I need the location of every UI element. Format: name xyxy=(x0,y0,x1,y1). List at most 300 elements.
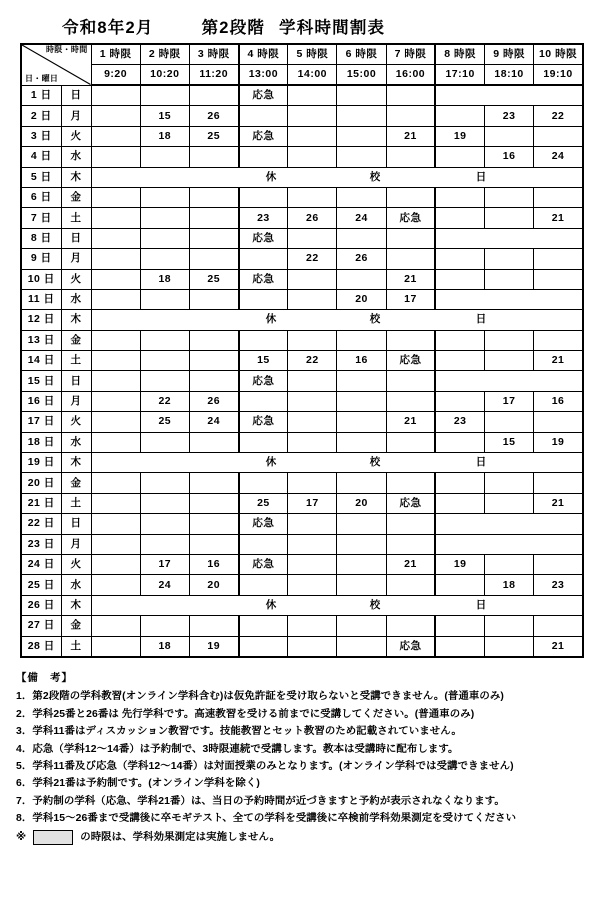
schedule-cell[interactable]: 19 xyxy=(435,126,484,146)
schedule-cell[interactable] xyxy=(189,187,238,207)
schedule-cell[interactable] xyxy=(91,575,140,595)
schedule-cell[interactable] xyxy=(140,228,189,248)
schedule-cell[interactable] xyxy=(91,534,140,554)
schedule-cell[interactable]: 18 xyxy=(140,636,189,657)
header-time-row xyxy=(21,65,583,86)
schedule-cell[interactable] xyxy=(239,249,288,269)
schedule-cell[interactable] xyxy=(534,126,583,146)
schedule-cell[interactable] xyxy=(485,126,534,146)
schedule-cell[interactable] xyxy=(337,371,386,391)
schedule-cell[interactable]: 19 xyxy=(435,554,484,574)
schedule-cell[interactable] xyxy=(140,85,189,106)
schedule-cell[interactable] xyxy=(337,330,386,350)
schedule-cell[interactable] xyxy=(337,636,386,657)
schedule-cell[interactable]: 16 xyxy=(337,351,386,371)
schedule-cell[interactable]: 17 xyxy=(140,554,189,574)
schedule-cell[interactable] xyxy=(140,616,189,636)
schedule-cell[interactable] xyxy=(337,391,386,411)
schedule-cell-merged[interactable] xyxy=(435,85,583,106)
schedule-cell-merged[interactable] xyxy=(435,228,583,248)
schedule-cell[interactable] xyxy=(288,126,337,146)
schedule-cell[interactable] xyxy=(288,187,337,207)
period-header-4: 4 時限 xyxy=(239,44,288,65)
schedule-cell[interactable] xyxy=(239,106,288,126)
schedule-cell[interactable] xyxy=(140,493,189,513)
schedule-cell[interactable] xyxy=(91,85,140,106)
schedule-cell[interactable]: 21 xyxy=(386,412,435,432)
schedule-cell[interactable] xyxy=(435,575,484,595)
schedule-cell[interactable] xyxy=(534,412,583,432)
schedule-cell[interactable]: 18 xyxy=(140,126,189,146)
schedule-cell[interactable] xyxy=(189,473,238,493)
schedule-cell[interactable]: 20 xyxy=(337,493,386,513)
schedule-cell[interactable]: 応急 xyxy=(239,126,288,146)
schedule-cell[interactable] xyxy=(386,330,435,350)
schedule-cell[interactable] xyxy=(534,249,583,269)
schedule-cell[interactable] xyxy=(189,330,238,350)
header-period-row xyxy=(21,44,583,65)
schedule-cell[interactable] xyxy=(337,432,386,452)
schedule-cell[interactable] xyxy=(288,575,337,595)
period-time-1: 9:20 xyxy=(91,65,140,86)
schedule-cell[interactable] xyxy=(386,249,435,269)
schedule-cell-merged[interactable] xyxy=(435,514,583,534)
row-day-number: 18 日 xyxy=(21,432,61,452)
schedule-cell[interactable] xyxy=(239,187,288,207)
schedule-cell[interactable]: 応急 xyxy=(239,269,288,289)
holiday-cell xyxy=(91,595,583,615)
schedule-cell[interactable] xyxy=(435,330,484,350)
schedule-cell[interactable] xyxy=(189,85,238,106)
schedule-cell[interactable] xyxy=(386,391,435,411)
schedule-cell[interactable]: 20 xyxy=(189,575,238,595)
table-row xyxy=(21,351,583,371)
row-day-of-week: 木 xyxy=(61,453,91,473)
schedule-cell[interactable] xyxy=(288,330,337,350)
schedule-cell[interactable]: 15 xyxy=(485,432,534,452)
table-row xyxy=(21,616,583,636)
period-time-2: 10:20 xyxy=(140,65,189,86)
schedule-cell[interactable]: 応急 xyxy=(386,351,435,371)
schedule-cell[interactable] xyxy=(91,249,140,269)
schedule-cell[interactable] xyxy=(534,554,583,574)
schedule-cell[interactable]: 16 xyxy=(485,147,534,167)
schedule-cell[interactable]: 16 xyxy=(189,554,238,574)
row-day-of-week: 水 xyxy=(61,289,91,309)
schedule-cell[interactable] xyxy=(534,330,583,350)
row-day-number: 11 日 xyxy=(21,289,61,309)
schedule-cell[interactable] xyxy=(91,636,140,657)
row-day-number: 4 日 xyxy=(21,147,61,167)
schedule-cell[interactable] xyxy=(435,249,484,269)
schedule-cell[interactable] xyxy=(534,187,583,207)
row-day-number: 7 日 xyxy=(21,208,61,228)
schedule-cell[interactable]: 26 xyxy=(288,208,337,228)
schedule-cell[interactable] xyxy=(189,534,238,554)
schedule-cell[interactable] xyxy=(337,616,386,636)
schedule-cell[interactable] xyxy=(485,351,534,371)
schedule-cell[interactable] xyxy=(337,187,386,207)
schedule-cell[interactable] xyxy=(337,554,386,574)
row-day-number: 27 日 xyxy=(21,616,61,636)
schedule-cell[interactable] xyxy=(485,269,534,289)
schedule-cell[interactable] xyxy=(91,269,140,289)
schedule-cell[interactable] xyxy=(288,269,337,289)
period-time-7: 16:00 xyxy=(386,65,435,86)
period-header-8: 8 時限 xyxy=(435,44,484,65)
schedule-cell[interactable] xyxy=(386,228,435,248)
schedule-cell[interactable] xyxy=(485,249,534,269)
schedule-cell[interactable] xyxy=(239,616,288,636)
schedule-cell[interactable]: 応急 xyxy=(239,412,288,432)
schedule-cell[interactable] xyxy=(91,514,140,534)
table-row xyxy=(21,391,583,411)
schedule-cell[interactable] xyxy=(91,289,140,309)
schedule-cell-merged[interactable] xyxy=(435,534,583,554)
schedule-cell[interactable] xyxy=(386,147,435,167)
schedule-cell[interactable]: 20 xyxy=(337,289,386,309)
schedule-cell[interactable]: 21 xyxy=(386,126,435,146)
schedule-cell[interactable] xyxy=(337,85,386,106)
schedule-cell[interactable]: 19 xyxy=(534,432,583,452)
schedule-cell[interactable]: 17 xyxy=(485,391,534,411)
schedule-cell[interactable] xyxy=(386,534,435,554)
holiday-char-2: 校 xyxy=(369,598,381,611)
row-day-number: 16 日 xyxy=(21,391,61,411)
row-day-of-week: 水 xyxy=(61,432,91,452)
schedule-cell[interactable] xyxy=(485,473,534,493)
row-day-of-week: 火 xyxy=(61,126,91,146)
schedule-cell[interactable] xyxy=(485,187,534,207)
schedule-cell[interactable]: 24 xyxy=(189,412,238,432)
schedule-cell[interactable]: 16 xyxy=(534,391,583,411)
row-day-of-week: 火 xyxy=(61,554,91,574)
table-row xyxy=(21,147,583,167)
schedule-cell[interactable]: 21 xyxy=(386,269,435,289)
row-day-number: 19 日 xyxy=(21,453,61,473)
row-day-of-week: 月 xyxy=(61,106,91,126)
schedule-cell[interactable] xyxy=(189,208,238,228)
period-header-2: 2 時限 xyxy=(140,44,189,65)
schedule-cell[interactable]: 21 xyxy=(534,493,583,513)
table-row xyxy=(21,595,583,615)
schedule-cell[interactable] xyxy=(288,616,337,636)
schedule-cell[interactable] xyxy=(189,371,238,391)
schedule-cell[interactable] xyxy=(239,289,288,309)
table-row xyxy=(21,167,583,187)
schedule-cell[interactable] xyxy=(435,269,484,289)
schedule-cell[interactable] xyxy=(288,534,337,554)
schedule-cell[interactable] xyxy=(288,432,337,452)
holiday-cell xyxy=(91,453,583,473)
schedule-cell[interactable]: 17 xyxy=(386,289,435,309)
schedule-cell[interactable] xyxy=(288,391,337,411)
schedule-cell[interactable] xyxy=(337,575,386,595)
schedule-cell[interactable]: 応急 xyxy=(386,493,435,513)
row-day-number: 14 日 xyxy=(21,351,61,371)
holiday-char-1: 休 xyxy=(265,456,277,469)
schedule-cell[interactable] xyxy=(337,534,386,554)
schedule-cell[interactable] xyxy=(337,228,386,248)
schedule-cell[interactable]: 24 xyxy=(337,208,386,228)
schedule-cell[interactable] xyxy=(91,493,140,513)
schedule-cell[interactable] xyxy=(91,473,140,493)
schedule-cell[interactable]: 24 xyxy=(140,575,189,595)
schedule-cell[interactable] xyxy=(435,147,484,167)
schedule-cell[interactable] xyxy=(91,554,140,574)
holiday-char-1: 休 xyxy=(265,170,277,183)
schedule-cell[interactable] xyxy=(189,514,238,534)
schedule-cell[interactable] xyxy=(386,473,435,493)
schedule-cell[interactable]: 17 xyxy=(288,493,337,513)
schedule-table-wrapper xyxy=(20,43,582,658)
schedule-cell[interactable] xyxy=(189,616,238,636)
schedule-cell[interactable] xyxy=(189,493,238,513)
schedule-cell[interactable]: 22 xyxy=(140,391,189,411)
note-item: 4．応急（学科12～14番）は予約制で、3時限連続で受講します。教本は受講時に配布します。 xyxy=(16,743,459,755)
schedule-cell[interactable] xyxy=(91,187,140,207)
schedule-cell[interactable] xyxy=(288,371,337,391)
schedule-cell[interactable]: 15 xyxy=(239,351,288,371)
schedule-cell[interactable] xyxy=(288,147,337,167)
row-day-of-week: 土 xyxy=(61,208,91,228)
schedule-cell[interactable] xyxy=(239,391,288,411)
schedule-cell[interactable]: 応急 xyxy=(239,514,288,534)
schedule-cell[interactable] xyxy=(534,269,583,289)
schedule-cell[interactable]: 23 xyxy=(239,208,288,228)
schedule-cell[interactable] xyxy=(140,187,189,207)
schedule-cell[interactable] xyxy=(239,575,288,595)
schedule-cell[interactable] xyxy=(435,351,484,371)
schedule-cell[interactable] xyxy=(386,432,435,452)
period-time-6: 15:00 xyxy=(337,65,386,86)
table-row xyxy=(21,432,583,452)
schedule-cell[interactable] xyxy=(435,208,484,228)
row-day-number: 1 日 xyxy=(21,85,61,106)
schedule-cell[interactable] xyxy=(91,126,140,146)
schedule-cell[interactable] xyxy=(140,473,189,493)
schedule-cell[interactable] xyxy=(140,289,189,309)
schedule-cell[interactable] xyxy=(386,106,435,126)
row-day-of-week: 金 xyxy=(61,473,91,493)
corner-day-label: 日・曜日 xyxy=(25,74,59,84)
schedule-cell[interactable] xyxy=(435,493,484,513)
schedule-cell[interactable] xyxy=(239,330,288,350)
row-day-of-week: 水 xyxy=(61,575,91,595)
table-row xyxy=(21,412,583,432)
table-row xyxy=(21,554,583,574)
period-header-9: 9 時限 xyxy=(485,44,534,65)
schedule-cell[interactable]: 応急 xyxy=(239,85,288,106)
period-header-10: 10 時限 xyxy=(534,44,583,65)
schedule-cell[interactable] xyxy=(91,208,140,228)
schedule-cell[interactable] xyxy=(288,85,337,106)
table-row xyxy=(21,249,583,269)
schedule-cell[interactable] xyxy=(91,371,140,391)
schedule-cell[interactable] xyxy=(386,575,435,595)
schedule-cell[interactable] xyxy=(485,412,534,432)
table-row xyxy=(21,208,583,228)
schedule-cell[interactable] xyxy=(140,371,189,391)
schedule-cell[interactable] xyxy=(91,351,140,371)
schedule-cell[interactable] xyxy=(140,351,189,371)
schedule-cell[interactable] xyxy=(288,554,337,574)
schedule-cell[interactable]: 26 xyxy=(337,249,386,269)
schedule-cell[interactable] xyxy=(534,473,583,493)
schedule-cell[interactable] xyxy=(534,616,583,636)
schedule-cell[interactable]: 22 xyxy=(288,249,337,269)
schedule-cell[interactable] xyxy=(140,432,189,452)
schedule-cell[interactable] xyxy=(189,228,238,248)
note-item: 6．学科21番は予約制です。(オンライン学科を除く) xyxy=(16,778,260,790)
schedule-cell[interactable]: 応急 xyxy=(386,208,435,228)
schedule-cell[interactable] xyxy=(435,391,484,411)
schedule-cell[interactable] xyxy=(386,187,435,207)
schedule-cell[interactable] xyxy=(435,636,484,657)
schedule-cell[interactable]: 26 xyxy=(189,106,238,126)
schedule-cell[interactable] xyxy=(288,289,337,309)
schedule-table xyxy=(20,43,584,658)
schedule-cell[interactable]: 応急 xyxy=(239,554,288,574)
schedule-cell[interactable] xyxy=(140,147,189,167)
schedule-cell[interactable]: 26 xyxy=(189,391,238,411)
schedule-cell[interactable] xyxy=(288,412,337,432)
schedule-cell[interactable] xyxy=(386,514,435,534)
row-day-number: 2 日 xyxy=(21,106,61,126)
schedule-cell[interactable] xyxy=(337,473,386,493)
schedule-cell[interactable]: 18 xyxy=(140,269,189,289)
schedule-cell[interactable] xyxy=(140,534,189,554)
schedule-cell[interactable] xyxy=(386,85,435,106)
schedule-cell[interactable] xyxy=(337,147,386,167)
schedule-cell[interactable]: 15 xyxy=(140,106,189,126)
schedule-cell[interactable]: 25 xyxy=(140,412,189,432)
schedule-cell[interactable] xyxy=(140,249,189,269)
schedule-cell[interactable] xyxy=(91,147,140,167)
schedule-cell[interactable]: 22 xyxy=(288,351,337,371)
schedule-cell[interactable] xyxy=(239,473,288,493)
schedule-cell[interactable] xyxy=(435,432,484,452)
schedule-cell[interactable] xyxy=(91,106,140,126)
schedule-cell-merged[interactable] xyxy=(435,289,583,309)
schedule-cell[interactable]: 21 xyxy=(534,636,583,657)
schedule-cell[interactable]: 25 xyxy=(189,269,238,289)
schedule-cell[interactable] xyxy=(91,228,140,248)
legend-shade-swatch xyxy=(33,830,73,845)
schedule-cell[interactable]: 23 xyxy=(435,412,484,432)
schedule-cell[interactable] xyxy=(239,432,288,452)
schedule-cell[interactable] xyxy=(288,228,337,248)
schedule-cell[interactable] xyxy=(435,106,484,126)
schedule-cell[interactable]: 22 xyxy=(534,106,583,126)
row-day-of-week: 木 xyxy=(61,595,91,615)
schedule-cell[interactable] xyxy=(91,616,140,636)
note-item: 1．第2段階の学科教習(オンライン学科含む)は仮免許証を受け取らないと受講できません。(普通車のみ) xyxy=(16,691,504,703)
schedule-cell[interactable]: 24 xyxy=(534,147,583,167)
schedule-cell[interactable] xyxy=(239,147,288,167)
schedule-cell[interactable] xyxy=(288,106,337,126)
schedule-cell[interactable] xyxy=(189,289,238,309)
table-row xyxy=(21,453,583,473)
schedule-cell[interactable]: 応急 xyxy=(239,228,288,248)
schedule-cell[interactable] xyxy=(288,514,337,534)
schedule-cell[interactable] xyxy=(239,636,288,657)
table-row xyxy=(21,636,583,657)
note-item: 7．予約制の学科（応急、学科21番）は、当日の予約時間が近づきますと予約が表示されなくなります。 xyxy=(16,795,505,807)
schedule-cell[interactable] xyxy=(189,432,238,452)
table-row xyxy=(21,289,583,309)
schedule-cell[interactable] xyxy=(140,208,189,228)
row-day-of-week: 金 xyxy=(61,616,91,636)
schedule-cell[interactable] xyxy=(91,330,140,350)
row-day-number: 20 日 xyxy=(21,473,61,493)
schedule-cell[interactable] xyxy=(91,412,140,432)
row-day-of-week: 木 xyxy=(61,167,91,187)
schedule-cell[interactable] xyxy=(485,554,534,574)
table-head xyxy=(21,44,583,85)
schedule-cell[interactable] xyxy=(239,534,288,554)
schedule-cell[interactable]: 23 xyxy=(534,575,583,595)
schedule-cell[interactable] xyxy=(386,616,435,636)
note-item: 5．学科11番及び応急（学科12～14番）は対面授業のみとなります。(オンライン学科では受講できません) xyxy=(16,760,514,772)
row-day-number: 9 日 xyxy=(21,249,61,269)
row-day-of-week: 月 xyxy=(61,391,91,411)
row-day-of-week: 月 xyxy=(61,249,91,269)
holiday-char-2: 校 xyxy=(369,170,381,183)
schedule-cell[interactable] xyxy=(189,249,238,269)
schedule-cell[interactable] xyxy=(140,330,189,350)
schedule-cell[interactable] xyxy=(485,493,534,513)
schedule-cell[interactable]: 18 xyxy=(485,575,534,595)
schedule-cell[interactable] xyxy=(288,636,337,657)
schedule-cell[interactable] xyxy=(288,473,337,493)
schedule-cell[interactable] xyxy=(337,106,386,126)
schedule-cell-merged[interactable] xyxy=(435,371,583,391)
schedule-cell[interactable]: 23 xyxy=(485,106,534,126)
schedule-cell[interactable]: 25 xyxy=(189,126,238,146)
schedule-cell[interactable] xyxy=(386,371,435,391)
schedule-cell[interactable] xyxy=(435,187,484,207)
schedule-cell[interactable] xyxy=(189,351,238,371)
row-day-number: 13 日 xyxy=(21,330,61,350)
schedule-cell[interactable] xyxy=(485,636,534,657)
schedule-cell[interactable]: 21 xyxy=(534,208,583,228)
schedule-cell[interactable]: 19 xyxy=(189,636,238,657)
schedule-cell[interactable]: 21 xyxy=(386,554,435,574)
schedule-cell[interactable] xyxy=(189,147,238,167)
schedule-cell[interactable] xyxy=(91,432,140,452)
schedule-cell[interactable] xyxy=(337,514,386,534)
schedule-cell[interactable]: 応急 xyxy=(386,636,435,657)
schedule-cell[interactable] xyxy=(91,391,140,411)
schedule-cell[interactable] xyxy=(485,616,534,636)
schedule-cell[interactable]: 25 xyxy=(239,493,288,513)
schedule-cell[interactable] xyxy=(485,330,534,350)
schedule-cell[interactable] xyxy=(337,269,386,289)
schedule-cell[interactable] xyxy=(435,473,484,493)
corner-period-label: 時限・時間 xyxy=(46,45,88,54)
table-row xyxy=(21,534,583,554)
schedule-cell[interactable] xyxy=(140,514,189,534)
note-item: 8．学科15～26番まで受講後に卒モギテスト、全ての学科を受講後に卒検前学科効果測定を受けてください xyxy=(16,813,517,825)
schedule-cell[interactable] xyxy=(435,616,484,636)
schedule-cell[interactable] xyxy=(485,208,534,228)
table-row xyxy=(21,514,583,534)
schedule-cell[interactable] xyxy=(337,412,386,432)
schedule-cell[interactable]: 応急 xyxy=(239,371,288,391)
schedule-cell[interactable]: 21 xyxy=(534,351,583,371)
schedule-cell[interactable] xyxy=(337,126,386,146)
